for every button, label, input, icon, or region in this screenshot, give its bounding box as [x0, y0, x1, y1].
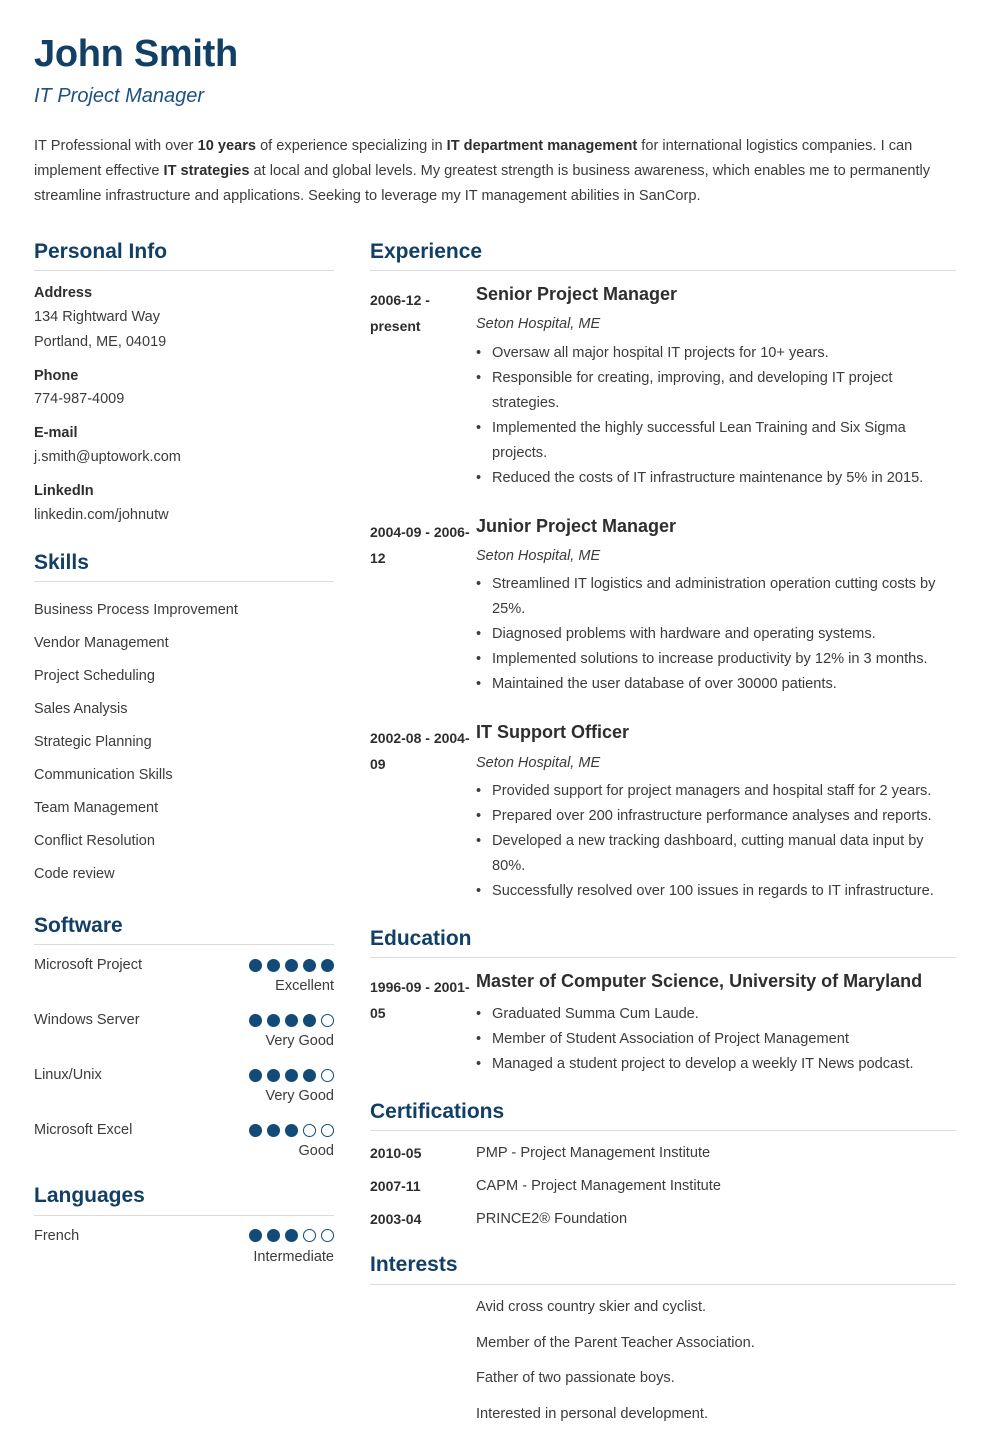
rating-dot-filled	[267, 1069, 280, 1082]
software-rating-row	[34, 1012, 334, 1051]
certification-row	[370, 1143, 956, 1165]
interest-text: Avid cross country skier and cyclist.	[476, 1298, 707, 1315]
entry-bullet: • Managed a student project to develop a weekly IT News podcast.	[476, 1052, 956, 1077]
experience-entry-list	[370, 283, 956, 904]
skill-item: Business Process Improvement	[34, 602, 238, 619]
skill-item: Code review	[34, 866, 115, 883]
rating-dot-empty	[321, 1014, 334, 1027]
skill-item: Conflict Resolution	[34, 833, 155, 850]
entry-bullet: • Oversaw all major hospital IT projects for 10+ years.	[476, 341, 956, 366]
rating-line	[34, 1067, 334, 1083]
sidebar-column	[34, 239, 334, 1289]
summary-text: at local and global levels. My greatest strength is business awareness, which enables me to permanently streamline infrastructure and applications. Seeking to leverage my IT management abilities in SanCorp.	[34, 162, 931, 204]
entry-bullet: • Streamlined IT logistics and administration operation cutting costs by 25%.	[476, 572, 956, 622]
summary-text: IT Professional with over	[34, 137, 198, 154]
personal-info-value: linkedin.com/johnutw	[34, 506, 169, 523]
entry-bullet: • Successfully resolved over 100 issues in regards to IT infrastructure.	[476, 879, 956, 904]
entry-bullet-list	[476, 341, 956, 491]
certification-date: 2010-05	[370, 1144, 422, 1161]
rating-dot-filled	[267, 1229, 280, 1242]
professional-summary	[34, 134, 956, 209]
section-title-personal-info: Personal Info	[34, 239, 168, 263]
software-rating-row	[34, 1122, 334, 1161]
certification-row	[370, 1209, 956, 1231]
rating-level-text: Intermediate	[253, 1248, 334, 1265]
section-divider	[370, 1130, 956, 1131]
entry-bullet: • Responsible for creating, improving, and developing IT project strategies.	[476, 366, 956, 416]
entry-organization: Seton Hospital, ME	[476, 548, 601, 565]
experience-entry	[370, 721, 956, 904]
certification-name: PMP - Project Management Institute	[476, 1144, 711, 1161]
section-education	[370, 926, 956, 1077]
section-divider	[370, 957, 956, 958]
entry-bullet: • Prepared over 200 infrastructure performance analyses and reports.	[476, 804, 956, 829]
section-title-experience: Experience	[370, 239, 483, 263]
personal-info-group	[34, 423, 334, 470]
rating-label: Linux/Unix	[34, 1067, 102, 1084]
section-divider	[370, 1284, 956, 1285]
entry-bullet: • Maintained the user database of over 30000 patients.	[476, 672, 956, 697]
interest-spacer	[370, 1333, 476, 1355]
section-divider	[370, 270, 956, 271]
entry-bullet: • Implemented solutions to increase productivity by 12% in 3 months.	[476, 647, 956, 672]
main-column	[334, 239, 956, 1448]
entry-organization: Seton Hospital, ME	[476, 754, 601, 771]
personal-info-value: Portland, ME, 04019	[34, 333, 167, 350]
personal-info-value: j.smith@uptowork.com	[34, 449, 181, 466]
interest-text: Father of two passionate boys.	[476, 1370, 675, 1387]
entry-bullet: • Developed a new tracking dashboard, cutting manual data input by 80%.	[476, 829, 956, 879]
interests-list	[370, 1297, 956, 1427]
section-software	[34, 913, 334, 1161]
entry-date-range: 2006-12 - present	[370, 291, 430, 334]
personal-info-group	[34, 366, 334, 413]
summary-emphasis: IT strategies	[163, 162, 250, 179]
summary-emphasis: IT department management	[446, 137, 638, 154]
rating-dot-filled	[249, 1229, 262, 1242]
skill-item: Vendor Management	[34, 635, 169, 652]
resume-body	[34, 239, 956, 1448]
entry-title: Senior Project Manager	[476, 283, 678, 304]
software-rating-list	[34, 957, 334, 1161]
entry-bullet: • Implemented the highly successful Lean Training and Six Sigma projects.	[476, 416, 956, 466]
skill-item: Sales Analysis	[34, 701, 128, 718]
rating-line	[34, 1122, 334, 1138]
rating-dots	[249, 959, 334, 972]
entry-body	[476, 721, 956, 904]
skill-item: Team Management	[34, 800, 159, 817]
rating-dot-filled	[285, 1014, 298, 1027]
rating-dot-filled	[321, 959, 334, 972]
entry-bullet: • Reduced the costs of IT infrastructure maintenance by 5% in 2015.	[476, 466, 956, 491]
section-personal-info	[34, 239, 334, 528]
section-languages	[34, 1183, 334, 1266]
entry-body	[476, 970, 956, 1076]
entry-bullet: • Member of Student Association of Project Management	[476, 1027, 956, 1052]
skill-item: Strategic Planning	[34, 734, 152, 751]
rating-dot-filled	[267, 959, 280, 972]
rating-level-text: Very Good	[265, 1033, 334, 1050]
section-title-education: Education	[370, 927, 472, 951]
interest-row	[370, 1333, 956, 1355]
candidate-name: John Smith	[34, 33, 238, 75]
certification-name: CAPM - Project Management Institute	[476, 1177, 721, 1194]
personal-info-group	[34, 283, 334, 355]
section-divider	[34, 944, 334, 945]
rating-dot-filled	[303, 1069, 316, 1082]
personal-info-label: LinkedIn	[34, 483, 94, 500]
rating-dot-filled	[249, 959, 262, 972]
entry-title: Master of Computer Science, University of Maryland	[476, 971, 923, 992]
education-entry	[370, 970, 956, 1076]
interest-spacer	[370, 1297, 476, 1319]
languages-rating-list	[34, 1228, 334, 1267]
interest-spacer	[370, 1404, 476, 1426]
rating-dots	[249, 1124, 334, 1137]
rating-dots	[249, 1014, 334, 1027]
rating-level-text: Excellent	[275, 978, 334, 995]
rating-dots	[249, 1069, 334, 1082]
entry-bullet-list	[476, 779, 956, 904]
experience-entry	[370, 515, 956, 698]
candidate-job-title: IT Project Manager	[34, 84, 205, 107]
interest-text: Member of the Parent Teacher Association.	[476, 1334, 755, 1351]
entry-bullet: • Diagnosed problems with hardware and operating systems.	[476, 622, 956, 647]
section-divider	[34, 581, 334, 582]
entry-body	[476, 515, 956, 698]
personal-info-list	[34, 283, 334, 528]
interest-text: Interested in personal development.	[476, 1406, 709, 1423]
personal-info-value: 774-987-4009	[34, 391, 125, 408]
section-title-interests: Interests	[370, 1253, 458, 1277]
rating-dot-filled	[285, 959, 298, 972]
section-title-skills: Skills	[34, 550, 89, 574]
section-title-languages: Languages	[34, 1184, 145, 1208]
personal-info-value: 134 Rightward Way	[34, 308, 160, 325]
rating-label: French	[34, 1227, 80, 1244]
entry-bullet-list	[476, 572, 956, 697]
entry-date-range: 2002-08 - 2004-09	[370, 730, 470, 773]
entry-bullet: • Provided support for project managers and hospital staff for 2 years.	[476, 779, 956, 804]
certification-name: PRINCE2® Foundation	[476, 1210, 628, 1227]
section-divider	[34, 270, 334, 271]
certifications-list	[370, 1143, 956, 1231]
education-entry-list	[370, 970, 956, 1076]
rating-dot-empty	[321, 1069, 334, 1082]
interest-row	[370, 1404, 956, 1426]
personal-info-label: Address	[34, 284, 93, 301]
rating-label: Windows Server	[34, 1012, 140, 1029]
entry-body	[476, 283, 956, 491]
rating-label: Microsoft Excel	[34, 1122, 133, 1139]
rating-dot-filled	[285, 1124, 298, 1137]
skills-list	[34, 594, 334, 891]
software-rating-row	[34, 1067, 334, 1106]
rating-dot-empty	[303, 1229, 316, 1242]
certification-row	[370, 1176, 956, 1198]
rating-dot-filled	[285, 1229, 298, 1242]
skill-item: Communication Skills	[34, 767, 173, 784]
entry-date-range: 1996-09 - 2001-05	[370, 979, 470, 1022]
rating-line	[34, 957, 334, 973]
personal-info-group	[34, 481, 334, 528]
interest-spacer	[370, 1368, 476, 1390]
interest-row	[370, 1297, 956, 1319]
entry-bullet-list	[476, 1002, 956, 1077]
rating-dots	[249, 1229, 334, 1242]
section-skills	[34, 550, 334, 891]
experience-entry	[370, 283, 956, 491]
entry-organization: Seton Hospital, ME	[476, 316, 601, 333]
entry-bullet: • Graduated Summa Cum Laude.	[476, 1002, 956, 1027]
rating-dot-filled	[267, 1014, 280, 1027]
section-title-software: Software	[34, 914, 123, 938]
entry-title: Junior Project Manager	[476, 515, 677, 536]
section-experience	[370, 239, 956, 904]
resume-header	[34, 34, 956, 209]
rating-dot-empty	[321, 1124, 334, 1137]
rating-dot-filled	[267, 1124, 280, 1137]
section-divider	[34, 1215, 334, 1216]
rating-dot-filled	[303, 959, 316, 972]
interest-row	[370, 1368, 956, 1390]
personal-info-label: E-mail	[34, 425, 78, 442]
skill-item: Project Scheduling	[34, 668, 155, 685]
summary-text: of experience specializing in	[256, 137, 447, 154]
rating-dot-filled	[249, 1014, 262, 1027]
rating-level-text: Very Good	[265, 1088, 334, 1105]
rating-dot-filled	[303, 1014, 316, 1027]
rating-line	[34, 1228, 334, 1244]
section-certifications	[370, 1099, 956, 1231]
rating-dot-empty	[321, 1229, 334, 1242]
rating-dot-filled	[249, 1069, 262, 1082]
personal-info-label: Phone	[34, 367, 79, 384]
entry-date-range: 2004-09 - 2006-12	[370, 523, 470, 566]
rating-dot-empty	[303, 1124, 316, 1137]
certification-date: 2003-04	[370, 1210, 422, 1227]
rating-dot-filled	[285, 1069, 298, 1082]
software-rating-row	[34, 957, 334, 996]
entry-title: IT Support Officer	[476, 722, 629, 743]
language-rating-row	[34, 1228, 334, 1267]
rating-level-text: Good	[298, 1143, 334, 1160]
summary-emphasis: 10 years	[197, 137, 257, 154]
certification-date: 2007-11	[370, 1177, 421, 1194]
summary-text: for international logistics companies. I can implement effective	[34, 137, 913, 179]
section-interests	[370, 1252, 956, 1426]
section-title-certifications: Certifications	[370, 1099, 505, 1123]
rating-label: Microsoft Project	[34, 957, 142, 974]
rating-dot-filled	[249, 1124, 262, 1137]
rating-line	[34, 1012, 334, 1028]
